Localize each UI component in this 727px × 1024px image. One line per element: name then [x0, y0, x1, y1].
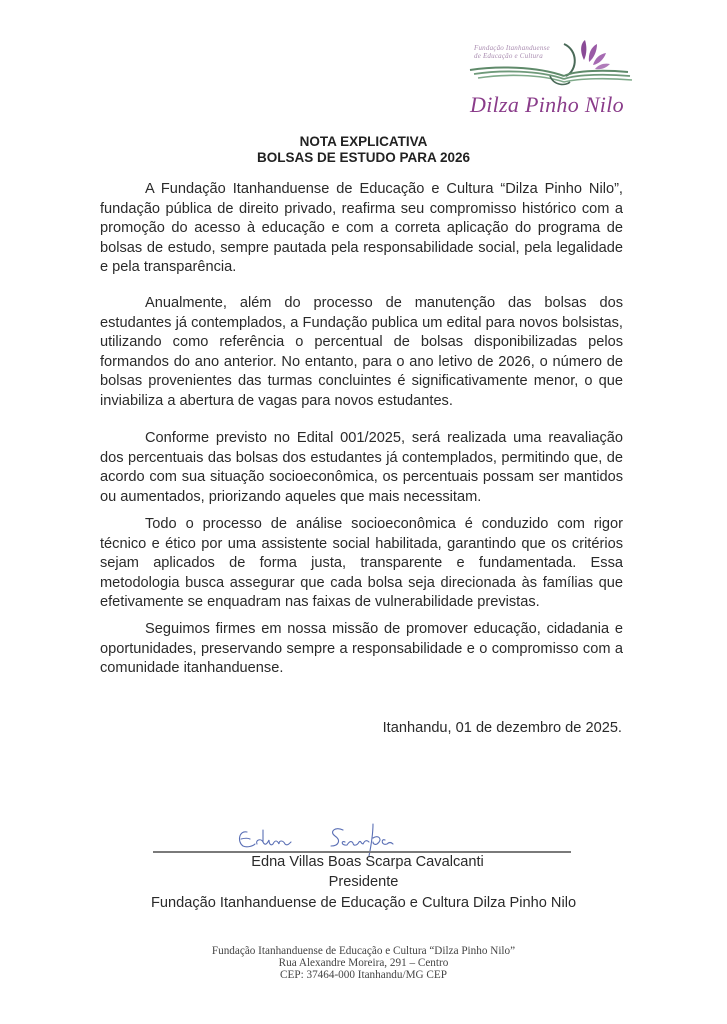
document-title: NOTA EXPLICATIVA: [299, 134, 428, 149]
signatory-role: Presidente: [328, 874, 399, 890]
arc-icon: [564, 44, 575, 76]
paragraph-text: Todo o processo de análise socioeconômica é conduzido com rigor técnico e ético por uma assistente social habilitada, garantindo que os critérios sejam aplicados de forma justa, transparente e fundamentada. Essa metodologia busca assegurar que cada bolsa seja direcionada às famílias que efetivamente se enquadram nas faixas de vulnerabilidade previstas.: [100, 516, 623, 611]
petal-icon: [581, 40, 586, 60]
paragraph-text: Conforme previsto no Edital 001/2025, será realizada uma reavaliação dos percentuais das bolsas dos estudantes já contemplados, permitindo que, de acordo com sua situação socioeconômica, os percentuais possam ser mantidos ou aumentados, priorizando aqueles que mais necessitam.: [100, 430, 623, 505]
petal-icon: [595, 64, 610, 70]
paragraph-text: Anualmente, além do processo de manutenção das bolsas dos estudantes já contemplados, a Fundação publica um edital para novos bolsistas, utilizando como referência o percentual de bolsas disponibilizadas pelos formandos do ano anterior. No entanto, para o ano letivo de 2026, o número de bolsas provenientes das turmas concluintes é significativamente menor, o que inviabiliza a abertura de vagas para novos estudantes.: [100, 295, 623, 409]
footer-address: Rua Alexandre Moreira, 291 – Centro: [278, 957, 449, 969]
paragraph-text: Seguimos firmes em nossa missão de promover educação, cidadania e oportunidades, preservando sempre a responsabilidade e o compromisso com a comunidade itanhanduense.: [100, 621, 623, 677]
logo-subtitle-line1: Fundação Itanhanduense: [474, 44, 550, 52]
paragraph-2: [100, 294, 623, 412]
paragraph-text: A Fundação Itanhanduense de Educação e Cultura “Dilza Pinho Nilo”, fundação pública de direito privado, reafirma seu compromisso histórico com a promoção do acesso à educação e com a correta aplicação do programa de bolsas de estudo, sempre pautada pela responsabilidade social, pela legalidade e pela transparência.: [100, 181, 623, 276]
footer-postal-code: CEP: 37464-000 Itanhandu/MG CEP: [280, 969, 447, 981]
paragraph-5: [100, 620, 623, 679]
document-subtitle: BOLSAS DE ESTUDO PARA 2026: [256, 150, 471, 165]
logo-name: Dilza Pinho Nilo: [470, 92, 624, 117]
logo-subtitle: [474, 44, 554, 60]
footer-organization: Fundação Itanhanduense de Educação e Cultura “Dilza Pinho Nilo”: [211, 945, 516, 957]
logo-subtitle-line2: de Educação e Cultura: [474, 52, 543, 60]
paragraph-1: [100, 180, 623, 278]
signatory-organization: Fundação Itanhanduense de Educação e Cultura Dilza Pinho Nilo: [150, 895, 577, 911]
paragraph-4: [100, 515, 623, 613]
petal-icon: [593, 53, 606, 65]
signature-line: [153, 851, 571, 853]
paragraph-3: [100, 429, 623, 507]
foundation-logo: [466, 36, 636, 120]
document-date: Itanhandu, 01 de dezembro de 2025.: [382, 720, 622, 736]
signatory-name: Edna Villas Boas Scarpa Cavalcanti: [251, 854, 484, 870]
